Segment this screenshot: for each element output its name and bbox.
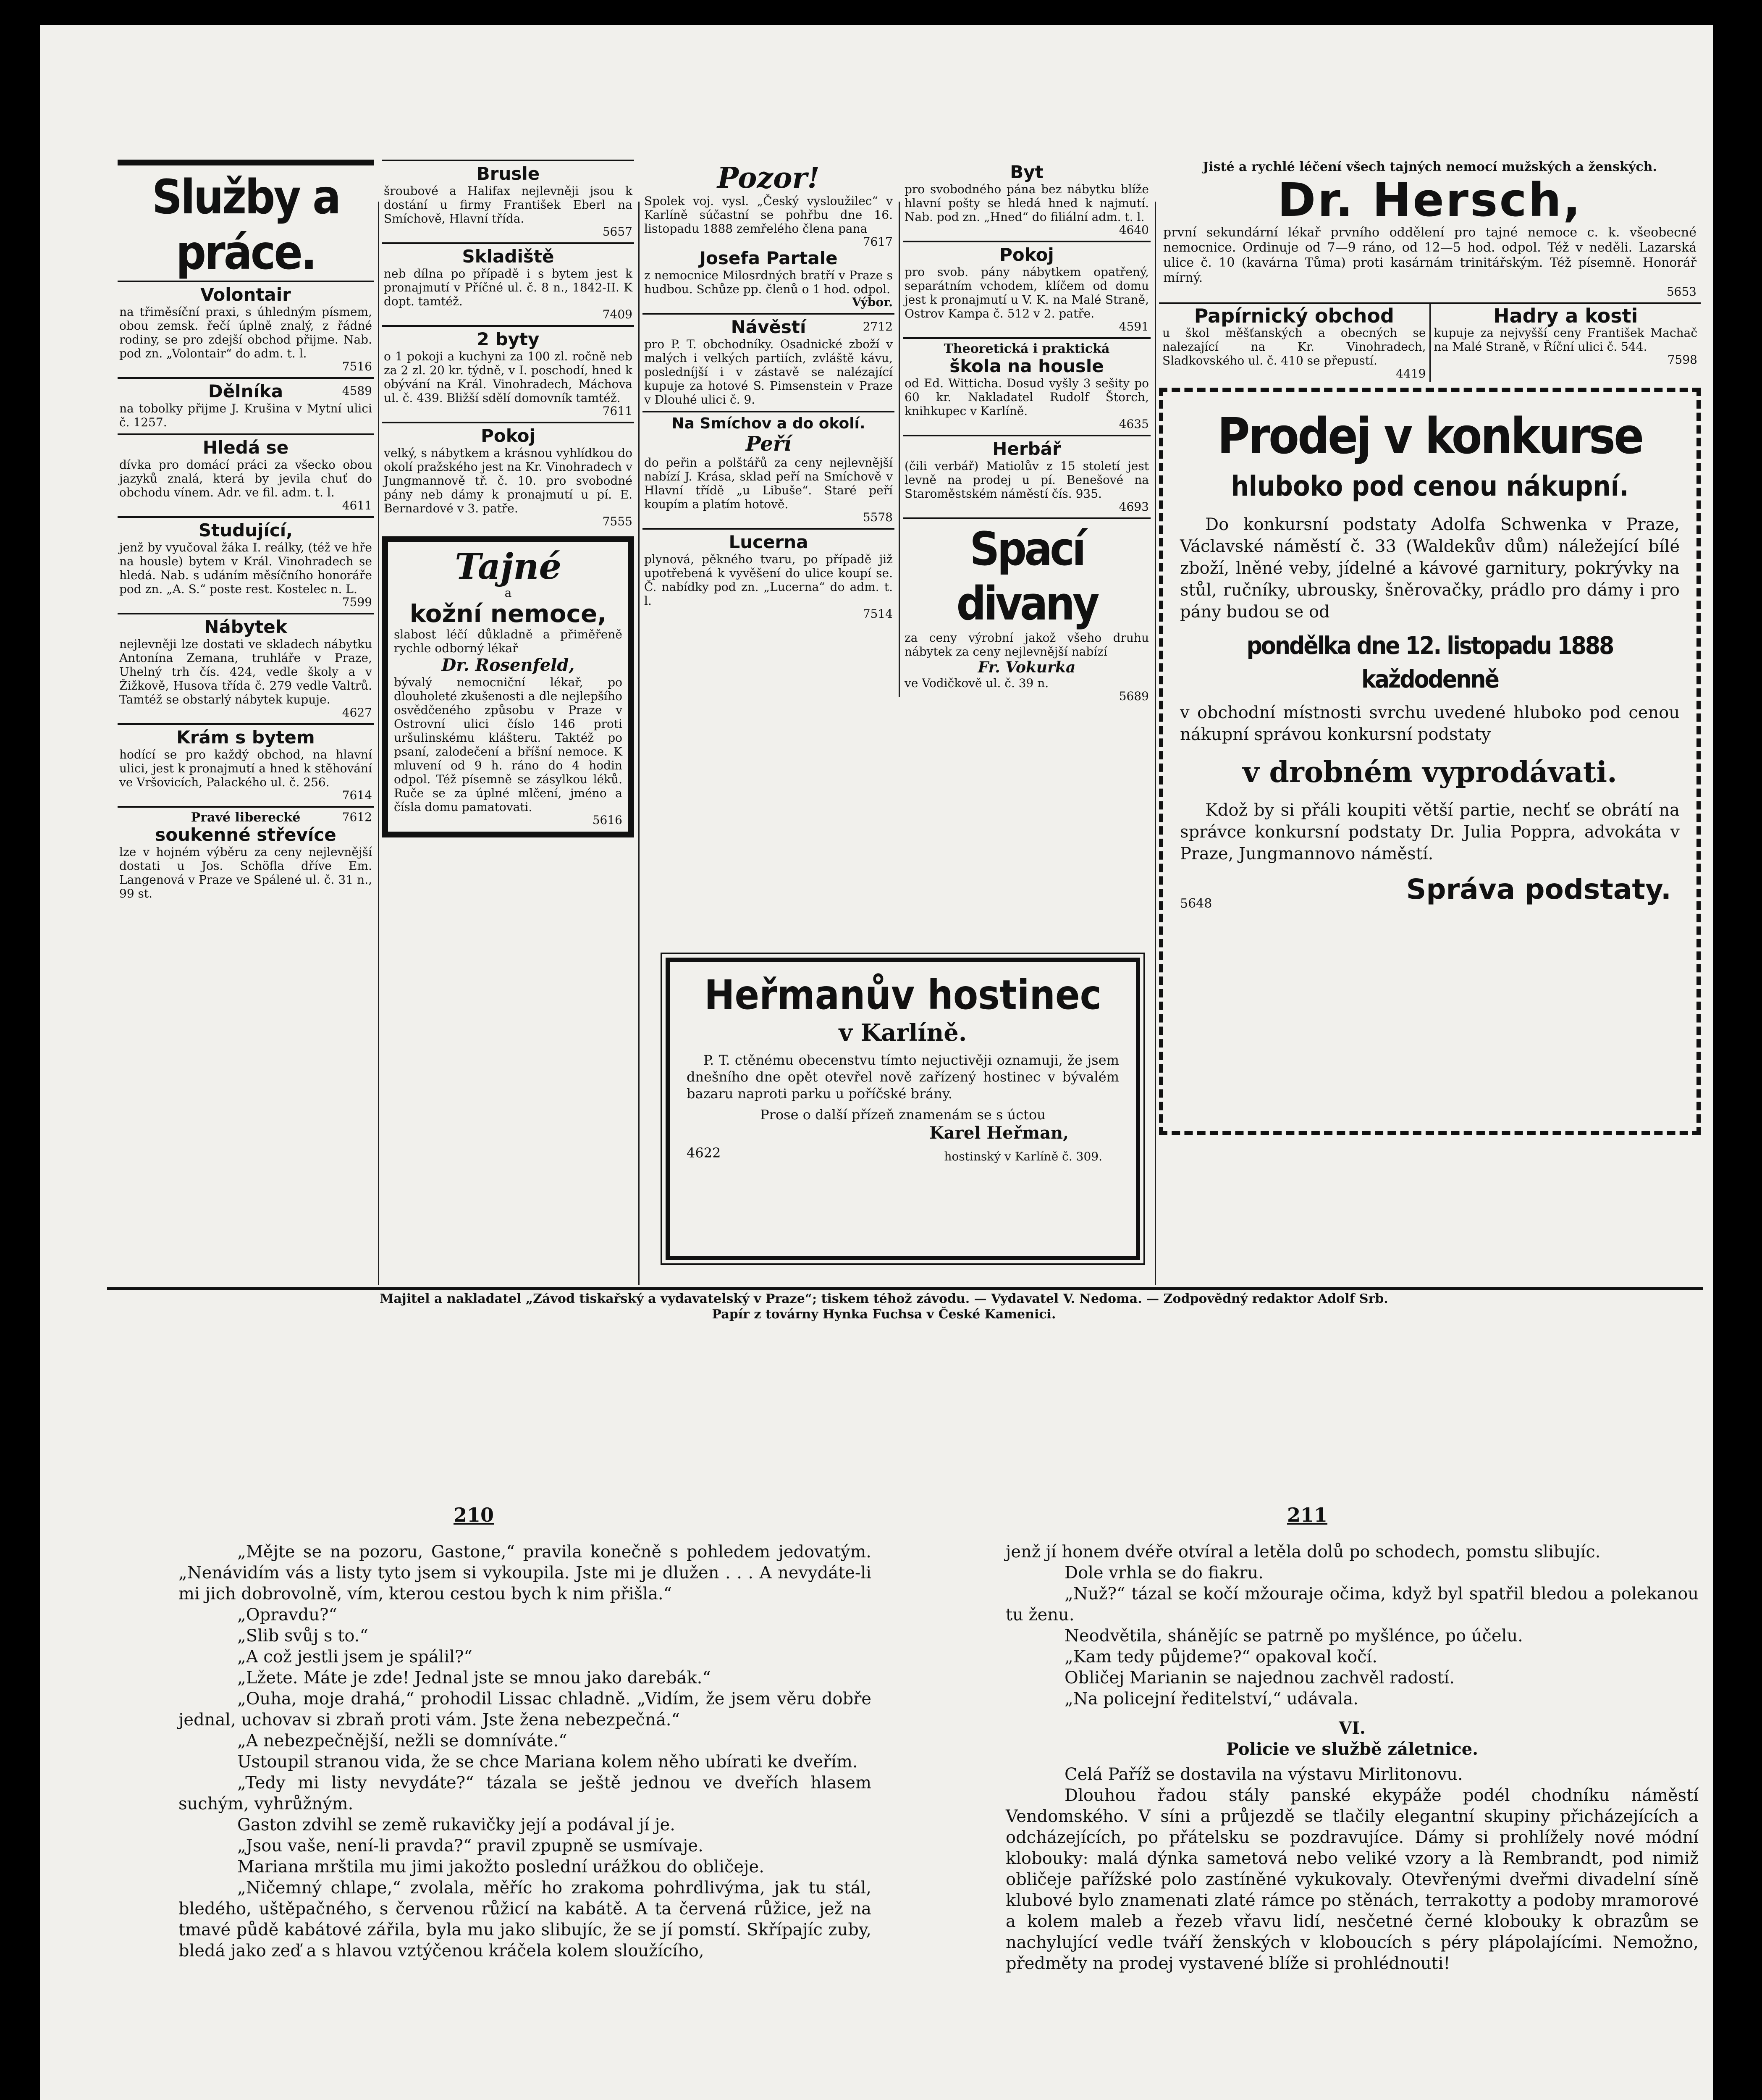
box-name: Karel Heřman, <box>929 1123 1069 1143</box>
ad-title: Návěstí <box>731 317 806 337</box>
paragraph: „Tedy mi listy nevydáte?“ tázala se ještě jednou ve dveřích hlasem suchým, vyhrůžným. <box>178 1773 871 1814</box>
ad-text: pro svob. pány nábytkem opatřený, separátním vchodem, klíčem od domu jest k pronajmutí u V. K. na Malé Straně, Ostrov Kampa č. 512 v 2. patře. <box>905 265 1149 320</box>
ad-divany <box>903 517 1151 707</box>
ad-signature: Výbor. <box>852 295 893 309</box>
ad-hadry <box>1431 304 1701 382</box>
ad-title: Pozor! <box>717 161 820 195</box>
chapter-number: VI. <box>1339 1718 1366 1738</box>
ad-box-tajne <box>382 536 634 837</box>
paragraph: „Na policejní ředitelství,“ udávala. <box>1065 1689 1358 1709</box>
ad-pozor <box>642 160 894 313</box>
ad-title-small: Pravé liberecké <box>191 810 301 825</box>
paragraph: Celá Paříž se dostavila na výstavu Mirlitonovu. <box>1065 1765 1463 1784</box>
ad-title: Josefa Partale <box>699 248 838 268</box>
paragraph: „A nebezpečnější, nežli se domníváte.“ <box>237 1731 567 1751</box>
paragraph: jenž jí honem dvéře otvíral a letěla dolů po schodech, pomstu slibujíc. <box>1006 1542 1601 1562</box>
box-emphasis: v drobném vyprodávati. <box>1243 756 1617 789</box>
ad-text: lze v hojném výběru za ceny nejlevnější dostati u Jos. Schöfla dříve Em. Langenová v Praze ve Spálené ul. č. 31 n., 99 st. <box>119 845 372 900</box>
ad-title: Krám s bytem <box>176 727 315 748</box>
ad-text: do peřin a polštářů za ceny nejlevnější nabízí J. Krása, sklad peří na Smíchově v Hlavní třídě „u Libuše“. Staré peří koupím a platím hotově. <box>644 456 893 511</box>
ad-text: Spolek voj. vysl. „Český vysloužilec“ v Karlíně súčastní se pohřbu dne 16. listopadu 1888 zemřelého člena pana <box>644 194 893 236</box>
footer-paper: Papír z továrny Hynka Fuchsa v České Kamenici. <box>712 1307 1056 1322</box>
book-page-left <box>178 1541 871 1961</box>
column-rule <box>378 202 379 1285</box>
ad-title: Brusle <box>476 163 540 184</box>
ad-number: 7514 <box>863 607 893 621</box>
ad-peri <box>642 411 894 528</box>
ad-title: soukenné střevíce <box>155 824 336 845</box>
ad-number: 7611 <box>602 404 632 418</box>
box-title: Heřmanův hostinec <box>704 971 1101 1018</box>
ad-title-small: Theoretická i praktická <box>944 341 1110 356</box>
ad-text: z nemocnice Milosrdných bratří v Praze s hudbou. Schůze pp. členů o 1 hod. odpol. <box>644 268 893 296</box>
ad-number: 5616 <box>592 813 622 827</box>
page-number-left: 210 <box>454 1504 494 1526</box>
paragraph: Dole vrhla se do fiakru. <box>1065 1563 1264 1583</box>
ad-text: Jisté a rychlé léčení všech tajných nemocí mužských a ženských. <box>1203 160 1657 174</box>
ad-text: za ceny výrobní jakož všeho druhu nábytek za ceny nejlevnější nabízí <box>905 631 1149 659</box>
box-title: Prodej v konkurse <box>1217 407 1643 465</box>
box-text: Kdož by si přáli koupiti větší partie, nechť se obrátí na správce konkursní podstaty Dr. Julia Poppra, advokáta v Praze, Jungmannovo náměstí. <box>1180 801 1680 864</box>
ad-number: 4419 <box>1396 367 1426 381</box>
ad-kram <box>118 723 374 806</box>
ad-title: Dělníka <box>208 381 283 402</box>
ad-number: 5653 <box>1666 285 1696 299</box>
ad-box-hostinec <box>666 958 1140 1260</box>
ad-number: 4591 <box>1119 320 1149 333</box>
ad-box-konkurs <box>1159 388 1701 1135</box>
box-doctor: Dr. Rosenfeld, <box>441 655 575 675</box>
ads-column-3 <box>642 160 894 790</box>
ad-number: 7555 <box>602 514 632 528</box>
box-text: Prose o další přízeň znamenám se s úctou <box>760 1107 1046 1123</box>
ad-number: 7614 <box>342 788 372 802</box>
ad-title: Papírnický obchod <box>1194 304 1394 327</box>
ad-number: 2712 <box>863 320 893 333</box>
ad-number: 5648 <box>1180 896 1212 911</box>
ad-title: Lucerna <box>729 532 808 552</box>
ad-number: 4693 <box>1119 500 1149 514</box>
ad-number: 7617 <box>863 235 893 249</box>
ad-text: dívka pro domácí práci za všecko obou jazyků znalá, která by jevila chuť do obchodu vínem. Adr. ve fil. adm. t. l. <box>119 458 372 499</box>
paragraph: „Ničemný chlape,“ zvolala, měříc ho zrakoma pohrdlivýma, jak tu stál, bledého, uštěpačného, s červenou růžicí na kabátě. A ta červená růžice, jež na tmavé půdě kabátové zářila, byla mu jako slibujíc, že se jí pomstí. Skřípajíc zuby, bledá jako zeď a s hlavou vztýčenou kráčela kolem sloužícího, <box>178 1878 871 1961</box>
ad-hleda-se <box>118 433 374 516</box>
ad-text: u škol měšťanských a obecných se nalezající na Kr. Vinohradech, Sladkovského ul. č. 410 se přepustí. <box>1162 326 1426 368</box>
ad-number: 4640 <box>1119 223 1149 237</box>
paragraph: „Opravdu?“ <box>237 1605 337 1625</box>
ad-text: velký, s nábytkem a krásnou vyhlídkou do okolí pražského jest na Kr. Vinohradech v Jungmannově tř. č. 10. pro svobodné pány neb dámy k pronajmutí u pí. E. Bernardové v 3. patře. <box>384 446 632 515</box>
paragraph: „Nuž?“ tázal se kočí mžouraje očima, když byl spatřil bledou a polekanou tu ženu. <box>1006 1584 1699 1625</box>
box-conjunction: a <box>504 586 512 600</box>
ad-title: Pokoj <box>481 425 535 446</box>
box-subtitle: kožní nemoce, <box>409 599 607 628</box>
box-title: Tajné <box>455 546 561 587</box>
ad-text: nejlevněji lze dostati ve skladech nábytku Antonína Zemana, truhláře v Praze, Uhelný trh čís. 424, vedle školy a v Žižkově, Husova třída č. 279 vedle Valtrů. Tamtéž se obstarlý nábytek kupuje. <box>119 637 372 706</box>
ad-number: 4627 <box>342 706 372 719</box>
section-header: Služby a práce. <box>118 170 374 282</box>
ad-title: Studující, <box>198 520 293 541</box>
ad-pokoj <box>382 422 634 532</box>
ad-number: 7599 <box>342 595 372 609</box>
ad-number: 7612 <box>342 810 372 824</box>
chapter-title: Policie ve službě záletnice. <box>1226 1739 1479 1759</box>
ad-text: na tobolky přijme J. Krušina v Mytní ulici č. 1257. <box>119 402 372 429</box>
ad-text: od Ed. Witticha. Dosud vyšly 3 sešity po 60 kr. Nakladatel Rudolf Štorch, knihkupec v Karlíně. <box>905 376 1149 418</box>
ad-text: kupuje za nejvyšší ceny František Machač na Malé Straně, v Říční ulici č. 544. <box>1434 326 1697 354</box>
paragraph: „A což jestli jsem je spálil?“ <box>237 1647 472 1667</box>
paragraph: „Ouha, moje drahá,“ prohodil Lissac chladně. „Vidím, že jsem věru dobře jednal, uchovav si zbraň proti vám. Jste žena nebezpečná.“ <box>178 1689 871 1730</box>
box-text: bývalý nemocniční lékař, po dlouholeté zkušenosti a dle nejlepšího osvědčeného způsobu v Praze v Ostrovní ulici číslo 146 proti uršulinskému klášteru. Taktéž po psaní, zalodečení a bříšní nemoce. K mluvení od 9 h. ráno do 4 hodin odpol. Též písemně se zásylkou léků. Ruče se za úplné mlčení, jméno a čísla domu pamatovati. <box>394 675 622 814</box>
box-text: P. T. ctěnému obecenstvu tímto nejuctivěji oznamuji, že jsem dnešního dne opět otevřel nově zařízený hostinec v bývalém bazaru naproti parku u poříčské brány. <box>687 1052 1119 1102</box>
column-rule <box>638 202 640 1285</box>
ad-byt <box>903 160 1151 241</box>
ad-text: o 1 pokoji a kuchyni za 100 zl. ročně neb za 2 zl. 20 kr. týdně, v I. poschodí, hned k obývání na Král. Vinohradech, Máchova ul. č. 439. Bližší sdělí domovník tamtéž. <box>384 349 632 405</box>
paragraph: Obličej Marianin se najednou zachvěl radostí. <box>1065 1668 1455 1688</box>
ad-row <box>1159 302 1701 382</box>
ad-text: na třiměsíční praxi, s úhledným písmem, obou zemsk. řečí úplně znalý, z řádné rodiny, se pro zdejší obchod přijme. Nab. pod zn. „Volontair“ do adm. t. l. <box>119 305 372 360</box>
ad-text: pro P. T. obchodníky. Osadnické zboží v malých i velkých partiích, zvláště kávu, posledníjší i v zástavě se nalézající kupuje za hotové S. Pimsenstein v Praze v Dlouhé ulici č. 9. <box>644 337 893 407</box>
footer-rule <box>107 1287 1703 1290</box>
box-subtitle: v Karlíně. <box>839 1019 967 1047</box>
ad-number: 4622 <box>687 1145 721 1161</box>
ad-text: šroubové a Halifax nejlevněji jsou k dostání u firmy František Eberl na Smíchově, Hlavní třída. <box>384 184 632 226</box>
ads-column-5 <box>1159 160 1701 1310</box>
ad-number: 5578 <box>863 510 893 524</box>
ad-text: neb dílna po případě i s bytem jest k pronajmutí v Příčné ul. č. 8 n., 1842-II. K dopt. tamtéž. <box>384 267 632 308</box>
ad-skladiste <box>382 242 634 325</box>
ad-title: Dr. Hersch, <box>1277 173 1582 227</box>
ad-title: Skladiště <box>462 246 554 267</box>
paragraph: „Mějte se na pozoru, Gastone,“ pravila konečně s pohledem jedovatým. „Nenávidím vás a listy tyto jsem si vykoupila. Jste mi je dlužen . . . A nevydáte-li mi jich dobrovolně, vím, kterou cestou bych k nim přišla.“ <box>178 1542 871 1604</box>
ad-byty <box>382 325 634 422</box>
ads-column-2 <box>382 160 634 837</box>
paragraph: „Slib svůj s to.“ <box>237 1626 368 1646</box>
box-date: pondělka dne 12. listopadu 1888 každodenně <box>1246 631 1613 693</box>
paragraph: Neodvětila, shánějíc se patrně po myšlénce, po účelu. <box>1065 1626 1523 1646</box>
ad-title: Byt <box>1010 162 1044 182</box>
ad-lucerna <box>642 528 894 625</box>
ad-studujici <box>118 516 374 613</box>
paragraph: „Jsou vaše, není-li pravda?“ pravil zpupně se usmívaje. <box>237 1836 703 1856</box>
paragraph: „Lžete. Máte je zde! Jednal jste se mnou jako darebák.“ <box>237 1668 711 1688</box>
box-text: slabost léčí důkladně a přiměřeně rychle odborný lékař <box>394 627 622 655</box>
ad-text: pro svobodného pána bez nábytku blíže hlavní pošty se hledá hned k najmutí. Nab. pod zn. „Hned“ do filiální adm. t. l. <box>905 182 1149 224</box>
box-subtitle: hluboko pod cenou nákupní. <box>1231 470 1629 502</box>
ad-number: 4589 <box>342 384 372 398</box>
column-rule <box>1155 202 1156 1285</box>
ad-pokoj-2 <box>903 241 1151 337</box>
paragraph: Dlouhou řadou stály panské ekypáže podél chodníku náměstí Vendomského. V síni a průjezdě se tlačily elegantní skupiny přicházejících a odcházejících, po přátelsku se pozdravujíce. Dámy si prohlížely nové módní klobouky: malá dýnka sametová nebo veliké vzory a là Rembrandt, pod nimiž obličeje pařížské polo zastíněné vykukovaly. Otevřenými dveřmi divadelní síně klubové bylo znamenati zlaté rámce po stěnách, terrakotty a podoby mramorové a kolem maleb a řezeb vřavu lidí, nesčetné černé klobouky k obrazům se nachylující vedle tváří ženských v kloboucích s péry plápolajícími. Nemožno, předměty na prodej vystavené blíže si prohlédnouti! <box>1006 1786 1699 1973</box>
ad-text: plynová, pěkného tvaru, po případě již upotřebená k vyvěšení do ulice koupí se. Č. nabídky pod zn. „Lucerna“ do adm. t. l. <box>644 552 893 608</box>
page-number-right: 211 <box>1287 1504 1328 1526</box>
ad-navesti <box>642 313 894 411</box>
paragraph: Ustoupil stranou vida, že se chce Mariana kolem něho ubírati ke dveřím. <box>237 1752 858 1772</box>
ad-text: ve Vodičkově ul. č. 39 n. <box>905 676 1049 690</box>
paragraph: Mariana mrštila mu jimi jakožto poslední urážkou do obličeje. <box>237 1857 764 1877</box>
column-rule <box>899 202 900 697</box>
box-signature: hostinský v Karlíně č. 309. <box>944 1150 1102 1163</box>
ad-brusle <box>382 160 634 242</box>
ad-title: Herbář <box>992 438 1061 459</box>
ad-hersch <box>1159 160 1701 302</box>
ad-nabytek <box>118 613 374 723</box>
ad-number: 4611 <box>342 499 372 512</box>
ad-title: Na Smíchov a do okolí. <box>671 415 865 432</box>
paragraph: Gaston zdvihl se země rukavičky její a podával jí je. <box>237 1815 675 1835</box>
ad-volontair <box>118 282 374 377</box>
box-text: Do konkursní podstaty Adolfa Schwenka v Praze, Václavské náměstí č. 33 (Waldekův dům) náležející bílé zboží, lněné veby, jídelné a kávové garnitury, pokrývky na stůl, ručníky, ubrousky, šněrovačky, prádlo pro dámy i pro pány budou se od <box>1180 515 1680 622</box>
ads-column-1 <box>118 160 374 905</box>
ad-delnika <box>118 377 374 433</box>
ad-title: Hadry a kosti <box>1493 304 1638 327</box>
section-header-box <box>118 160 374 282</box>
ad-title: škola na housle <box>949 356 1104 376</box>
newspaper-page <box>40 25 1713 2100</box>
box-text: v obchodní místnosti svrchu uvedené hluboko pod cenou nákupní správou konkursní podstaty <box>1180 703 1680 744</box>
ads-column-4 <box>903 160 1151 790</box>
ad-strevice <box>118 806 374 905</box>
box-signature: Správa podstaty. <box>1406 873 1671 906</box>
ad-text: jenž by vyučoval žáka I. reálky, (též ve hře na housle) bytem v Král. Vinohradech se hledá. Nab. s udáním měsíčního honoráře pod zn. „A. S.“ poste rest. Kostelec n. L. <box>119 541 372 596</box>
ad-name: Fr. Vokurka <box>978 659 1076 676</box>
ad-title: Nábytek <box>204 617 287 637</box>
ad-number: 5657 <box>602 225 632 239</box>
footer-imprint: Majitel a nakladatel „Závod tiskařský a vydavatelský v Praze“; tiskem téhož závodu. — Vydavatel V. Nedoma. — Zodpovědný redaktor Adolf Srb. <box>380 1292 1388 1306</box>
ad-number: 7409 <box>602 307 632 321</box>
ad-number: 4635 <box>1119 417 1149 431</box>
ad-title: 2 byty <box>477 329 540 349</box>
ad-text: hodící se pro každý obchod, na hlavní ulici, jest k pronajmutí a hned k stěhování ve Vršovicích, Palackého ul. č. 256. <box>119 748 372 789</box>
ad-number: 7516 <box>342 360 372 373</box>
ad-housle <box>903 337 1151 435</box>
ad-number: 5689 <box>1119 689 1149 703</box>
ad-text: první sekundární lékař prvního oddělení pro tajné nemoce c. k. všeobecné nemocnice. Ordinuje od 7—9 ráno, od 12—5 hod. odpol. Též v neděli. Lazarská ulice č. 10 (kavárna Tůma) proti kasárnám trinitářským. Též písemně. Honorář mírný. <box>1163 225 1696 285</box>
ad-title: Pokoj <box>999 244 1054 265</box>
book-page-right <box>1006 1541 1699 1974</box>
ad-number: 7598 <box>1667 353 1697 367</box>
ad-title: Spací divany <box>956 522 1097 630</box>
ad-title: Volontair <box>200 284 291 305</box>
paragraph: „Kam tedy půjdeme?“ opakoval kočí. <box>1065 1647 1378 1667</box>
ad-title: Hledá se <box>202 437 289 458</box>
ad-papirnictvi <box>1159 304 1431 382</box>
ad-title: Peří <box>745 432 792 456</box>
ad-herbar <box>903 435 1151 517</box>
ad-text: (čili verbář) Matiolův z 15 století jest levně na prodej u pí. Benešové na Staroměstském náměstí čís. 935. <box>905 459 1149 501</box>
